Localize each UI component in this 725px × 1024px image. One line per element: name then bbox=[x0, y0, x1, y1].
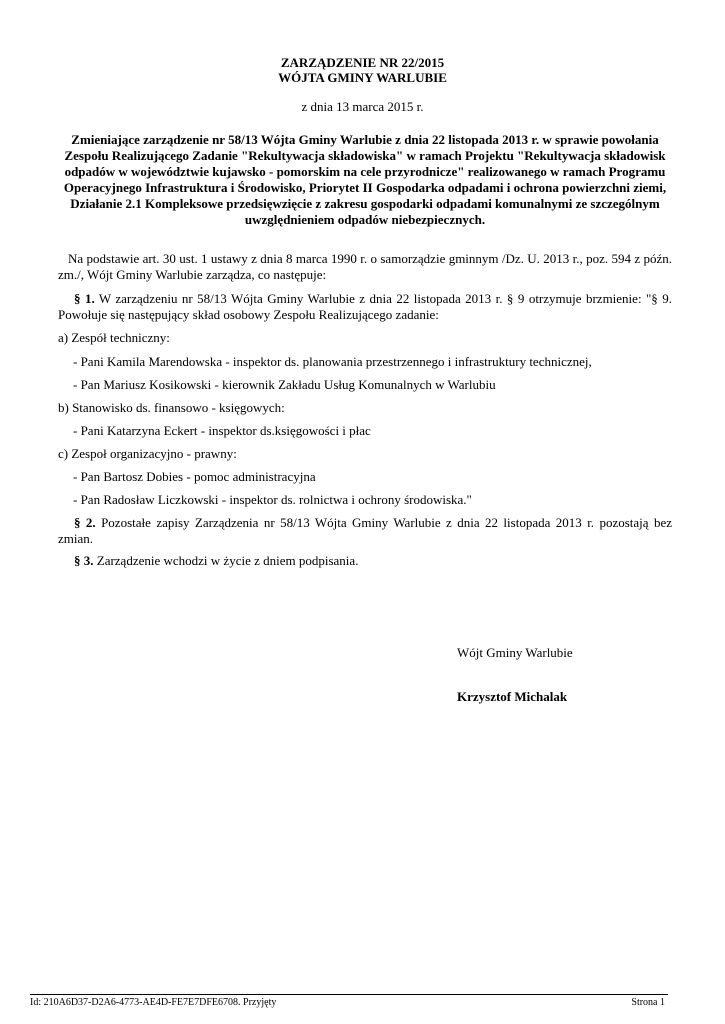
subject-line: Zmieniające zarządzenie nr 58/13 Wójta Gminy Warlubie z dnia 22 listopada 2013 r. w sprawie powołania bbox=[71, 132, 659, 147]
footer-document-id: Id: 210A6D37-D2A6-4773-AE4D-FE7E7DFE6708. Przyjęty bbox=[30, 997, 277, 1008]
section-1-mark: § 1. bbox=[74, 291, 95, 306]
section-3-paragraph bbox=[58, 553, 672, 569]
section-1-paragraph bbox=[58, 291, 672, 323]
section-2-text: Pozostałe zapisy Zarządzenia nr 58/13 Wójta Gminy Warlubie z dnia 22 listopada 2013 r. pozostają bez zmian. bbox=[58, 515, 673, 546]
team-a-member: - Pan Mariusz Kosikowski - kierownik Zakładu Usług Komunalnych w Warlubiu bbox=[73, 377, 496, 392]
document-title-line1: ZARZĄDZENIE NR 22/2015 bbox=[280, 55, 445, 70]
subject-line: uwzględnieniem odpadów niebezpiecznych. bbox=[244, 212, 486, 227]
subject-line: Działanie 2.1 Kompleksowe przedsięwzięcie z zakresu gospodarki odpadami komunalnymi ze szczególnym bbox=[70, 196, 660, 211]
signature-role: Wójt Gminy Warlubie bbox=[457, 645, 573, 660]
section-1-text: W zarządzeniu nr 58/13 Wójta Gminy Warlubie z dnia 22 listopada 2013 r. § 9 otrzymuje brzmienie: "§ 9. Powołuje się następujący skład osobowy Zespołu Realizującego zadanie: bbox=[58, 291, 673, 322]
footer-page-number: Strona 1 bbox=[631, 997, 665, 1008]
subject-line: Zespołu Realizującego Zadanie "Rekultywacja składowiska" w ramach Projektu "Rekultywacja składowisk bbox=[64, 148, 666, 163]
document-title-line2: WÓJTA GMINY WARLUBIE bbox=[278, 70, 447, 85]
section-3-mark: § 3. bbox=[74, 553, 94, 568]
signature-name: Krzysztof Michalak bbox=[457, 689, 568, 704]
footer-divider bbox=[30, 994, 668, 995]
section-2-paragraph bbox=[58, 515, 672, 547]
section-3-text: Zarządzenie wchodzi w życie z dniem podpisania. bbox=[93, 553, 359, 568]
intro-paragraph: Na podstawie art. 30 ust. 1 ustawy z dnia 8 marca 1990 r. o samorządzie gminnym /Dz. U. 2013 r., poz. 594 z późn. zm./, Wójt Gminy Warlubie zarządza, co następuje: bbox=[58, 251, 672, 282]
team-a-member: - Pani Kamila Marendowska - inspektor ds. planowania przestrzennego i infrastruktury technicznej, bbox=[73, 354, 592, 369]
document-date: z dnia 13 marca 2015 r. bbox=[301, 99, 424, 114]
team-c-label: c) Zespoł organizacyjno - prawny: bbox=[58, 446, 237, 461]
team-a-label: a) Zespół techniczny: bbox=[58, 330, 170, 345]
team-b-member: - Pani Katarzyna Eckert - inspektor ds.księgowości i płac bbox=[73, 423, 371, 438]
section-2-mark: § 2. bbox=[74, 515, 96, 530]
subject-line: odpadów w województwie kujawsko - pomorskim na cele przyrodnicze" realizowanego w ramach Programu bbox=[64, 164, 666, 179]
team-c-member: - Pan Bartosz Dobies - pomoc administracyjna bbox=[73, 469, 316, 484]
subject-line: Operacyjnego Infrastruktura i Środowisko, Priorytet II Gospodarka odpadami i ochrona powierzchni ziemi, bbox=[63, 180, 667, 195]
team-c-member: - Pan Radosław Liczkowski - inspektor ds. rolnictwa i ochrony środowiska." bbox=[73, 492, 472, 507]
team-b-label: b) Stanowisko ds. finansowo - księgowych: bbox=[58, 400, 285, 415]
